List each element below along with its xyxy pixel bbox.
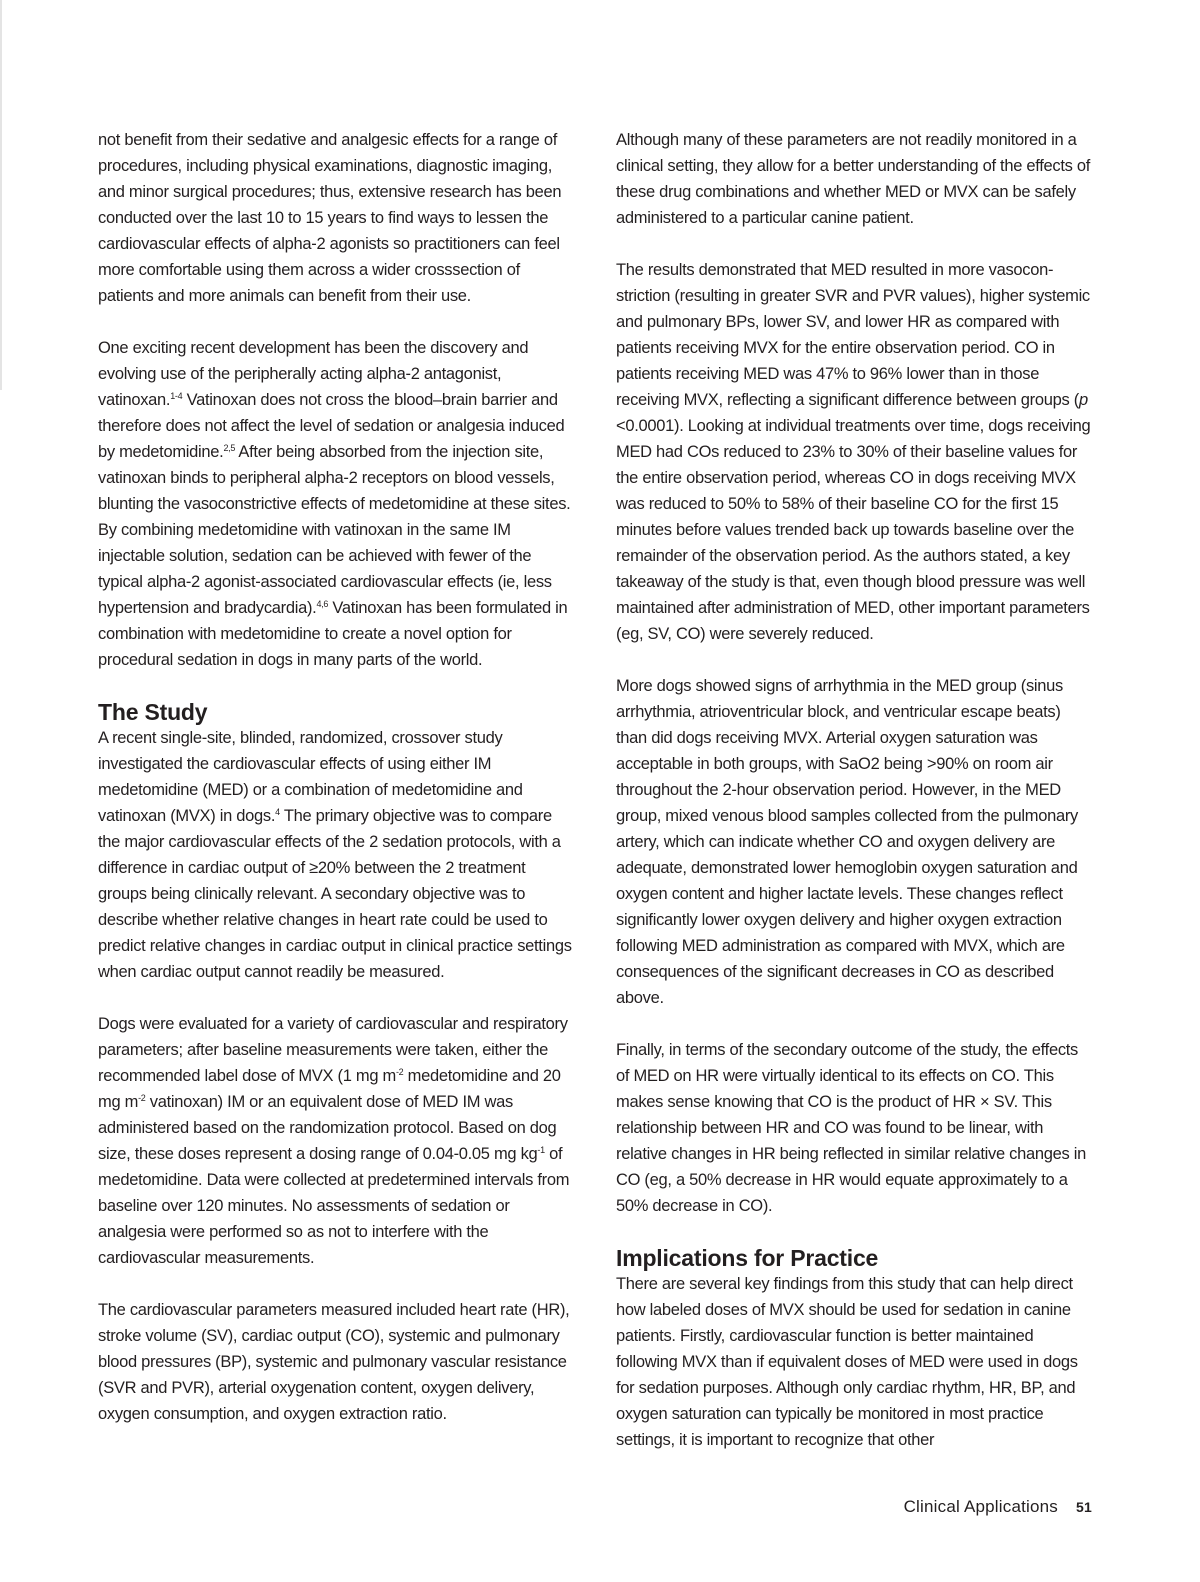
body-paragraph: The results demonstrated that MED resulted in more vasoconstriction (resulting in greater SVR and PVR values), higher systemic and pulmonary BPs, lower SV, and lower HR as compared with patients receiving MVX for the entire observation period. CO in patients receiving MED was 47% to 96% lower than in those receiving MVX, reflecting a significant difference between groups (p <0.0001). Looking at individual treatments over time, dogs receiving MED had COs reduced to 23% to 30% of their baseline values for the entire observation period, whereas CO in dogs receiving MVX was reduced to 50% to 58% of their baseline CO for the first 15 minutes before values trended back up towards baseline over the remainder of the observation period. As the authors stated, a key takeaway of the study is that, even though blood pressure was well maintained after administration of MED, other important parameters (eg, SV, CO) were severely reduced. (616, 261, 1091, 643)
page-edge (0, 0, 2, 390)
citation: 4,6 (316, 599, 329, 609)
page-footer (904, 1497, 1092, 1517)
section-heading-implications: Implications for Practice (616, 1245, 879, 1271)
right-column (616, 127, 1094, 1479)
citation: 4 (275, 807, 280, 817)
body-paragraph: Finally, in terms of the secondary outcome of the study, the effects of MED on HR were virtually identical to its effects on CO. This makes sense knowing that CO is the product of HR × SV. This relationship between HR and CO was found to be linear, with relative changes in HR being reflected in similar relative changes in CO (eg, a 50% decrease in HR would equate approximately to a 50% decrease in CO). (616, 1041, 1086, 1215)
section-heading-study: The Study (98, 699, 208, 725)
page-number: 51 (1076, 1499, 1092, 1515)
body-paragraph: The cardiovascular parameters measured included heart rate (HR), stroke volume (SV), cardiac output (CO), systemic and pulmonary blood pressures (BP), systemic and pulmonary vascular resistance (SVR and PVR), arterial oxygenation content, oxygen delivery, oxygen consumption, and oxygen extraction ratio. (98, 1301, 570, 1423)
body-paragraph: Although many of these parameters are not readily monitored in a clinical setting, they allow for a better understanding of the effects of these drug combinations and whether MED or MVX can be safely administered to a particular canine patient. (616, 131, 1091, 227)
body-paragraph: not benefit from their sedative and analgesic effects for a range of procedures, including physical examinations, diagnostic imaging, and minor surgical procedures; thus, extensive research has been conducted over the last 10 to 15 years to find ways to lessen the cardiovascular effects of alpha-2 agonists so practitioners can feel more comfortable using them across a wider crosssection of patients and more animals can benefit from their use. (98, 131, 562, 305)
citation: 2,5 (223, 443, 236, 453)
body-paragraph: A recent single-site, blinded, randomized, crossover study investigated the cardiovascular effects of using either IM medetomidine (MED) or a combination of medetomidine and vatinoxan (MVX) in dogs.$^4$ The primary objective was to compare the major cardiovascular effects of the 2 sedation protocols, with a difference in cardiac output of ≥20% between the 2 treatment groups being clinically relevant. A secondary objective was to describe whether relative changes in heart rate could be used to predict relative changes in cardiac output in clinical practice settings when cardiac output cannot readily be measured. (98, 729, 572, 981)
body-paragraph: One exciting recent development has been the discovery and evolving use of the peripherally acting alpha-2 antagonist, vatinoxan.$^{1-4}$ Vatinoxan does not cross the blood–brain barrier and therefore does not affect the level of sedation or analgesia induced by medetomidine.$^{2,5}$ After being absorbed from the injection site, vatinoxan binds to peripheral alpha-2 receptors on blood vessels, blunting the vasoconstrictive effects of medetomidine at these sites. By combining medetomidine with vatinoxan in the same IM injectable solution, sedation can be achieved with fewer of the typical alpha-2 agonist-associated cardiovascular effects (ie, less hypertension and bradycardia).$^{4,6}$ Vatinoxan has been formulated in combination with medetomidine to create a novel option for procedural sedation in dogs in many parts of the world. (98, 339, 571, 669)
body-paragraph: More dogs showed signs of arrhythmia in the MED group (sinus arrhythmia, atrioventricular block, and ventricular escape beats) than did dogs receiving MVX. Arterial oxygen saturation was acceptable in both groups, with SaO2 being >90% on room air throughout the 2-hour observation period. However, in the MED group, mixed venous blood samples collected from the pulmonary artery, which can indicate whether CO and oxygen delivery are adequate, demonstrated lower hemoglobin oxygen saturation and oxygen content and higher lactate levels. These changes reflect significantly lower oxygen delivery and higher oxygen extraction following MED administration as compared with MVX, which are consequences of the significant decreases in CO as described above. (616, 677, 1078, 1007)
body-paragraph: Dogs were evaluated for a variety of cardiovascular and respiratory parameters; after baseline measurements were taken, either the recommended label dose of MVX (1 mg $m^{-2}$ medetomidine and 20 mg $m^{-2}$ vatinoxan) IM or an equivalent dose of MED IM was administered based on the randomization protocol. Based on dog size, these doses represent a dosing range of 0.04-0.05 mg $kg^{-1}$ of medetomidine. Data were collected at predetermined intervals from baseline over 120 minutes. No assessments of sedation or analgesia were performed so as not to interfere with the cardiovascular measurements. (98, 1015, 570, 1267)
citation: 1-4 (170, 391, 183, 401)
footer-section-title: Clinical Applications (903, 1497, 1059, 1516)
body-paragraph: There are several key findings from this study that can help direct how labeled doses of MVX should be used for sedation in canine patients. Firstly, cardiovascular function is better maintained following MVX than if equivalent doses of MED were used in dogs for sedation purposes. Although only cardiac rhythm, HR, BP, and oxygen saturation can typically be monitored in most practice settings, it is important to recognize that other (616, 1275, 1078, 1449)
left-column (98, 127, 576, 1453)
